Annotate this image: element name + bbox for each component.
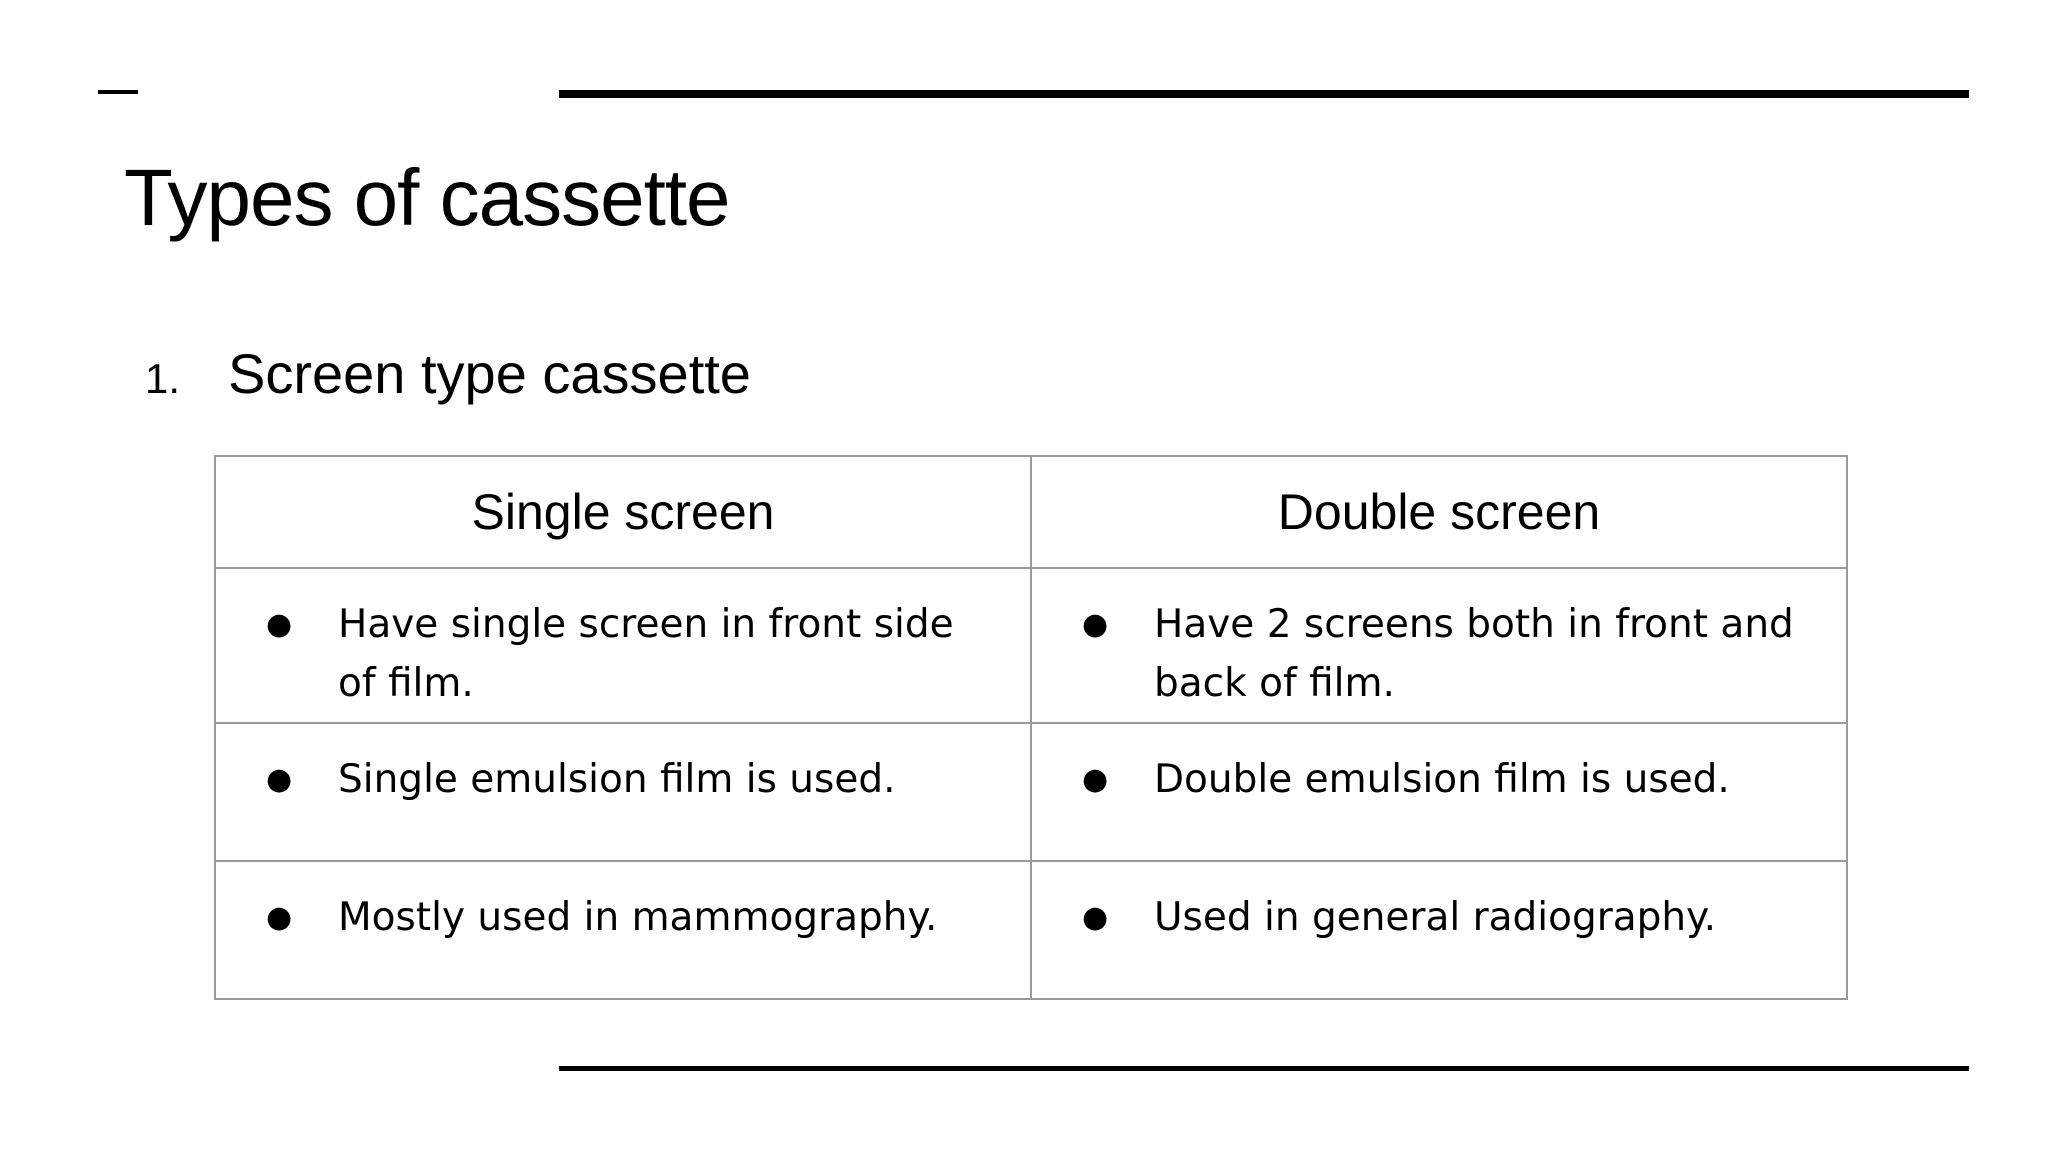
cell-text: Have 2 screens both in front and back of film. — [1154, 602, 1794, 706]
table-cell — [215, 723, 1031, 861]
cell-text: Mostly used in mammography. — [338, 895, 938, 940]
bullet-icon: ● — [1082, 607, 1109, 642]
table-row — [215, 723, 1847, 861]
bullet-icon: ● — [266, 762, 293, 797]
cell-text: Have single screen in front side of film. — [338, 602, 954, 706]
section-title: Screen type cassette — [228, 342, 751, 405]
bullet-icon: ● — [1082, 762, 1109, 797]
cell-text: Single emulsion film is used. — [338, 757, 896, 802]
decorative-dash — [98, 90, 138, 94]
table-cell — [1031, 723, 1847, 861]
table-cell — [215, 568, 1031, 723]
table-header-row — [215, 456, 1847, 568]
header-single-screen: Single screen — [215, 456, 1031, 568]
bottom-rule — [559, 1066, 1969, 1071]
table-row — [215, 861, 1847, 999]
table-cell — [1031, 861, 1847, 999]
bullet-icon: ● — [266, 900, 293, 935]
table-row — [215, 568, 1847, 723]
cell-text: Double emulsion film is used. — [1154, 757, 1730, 802]
comparison-table — [214, 455, 1848, 1000]
section-number: 1. — [145, 355, 181, 402]
top-rule — [559, 90, 1969, 98]
header-double-screen: Double screen — [1031, 456, 1847, 568]
section-heading — [145, 338, 751, 415]
bullet-icon: ● — [1082, 900, 1109, 935]
bullet-icon: ● — [266, 607, 293, 642]
table-cell — [1031, 568, 1847, 723]
table-cell — [215, 861, 1031, 999]
slide-title: Types of cassette — [124, 153, 730, 242]
cell-text: Used in general radiography. — [1154, 895, 1717, 940]
